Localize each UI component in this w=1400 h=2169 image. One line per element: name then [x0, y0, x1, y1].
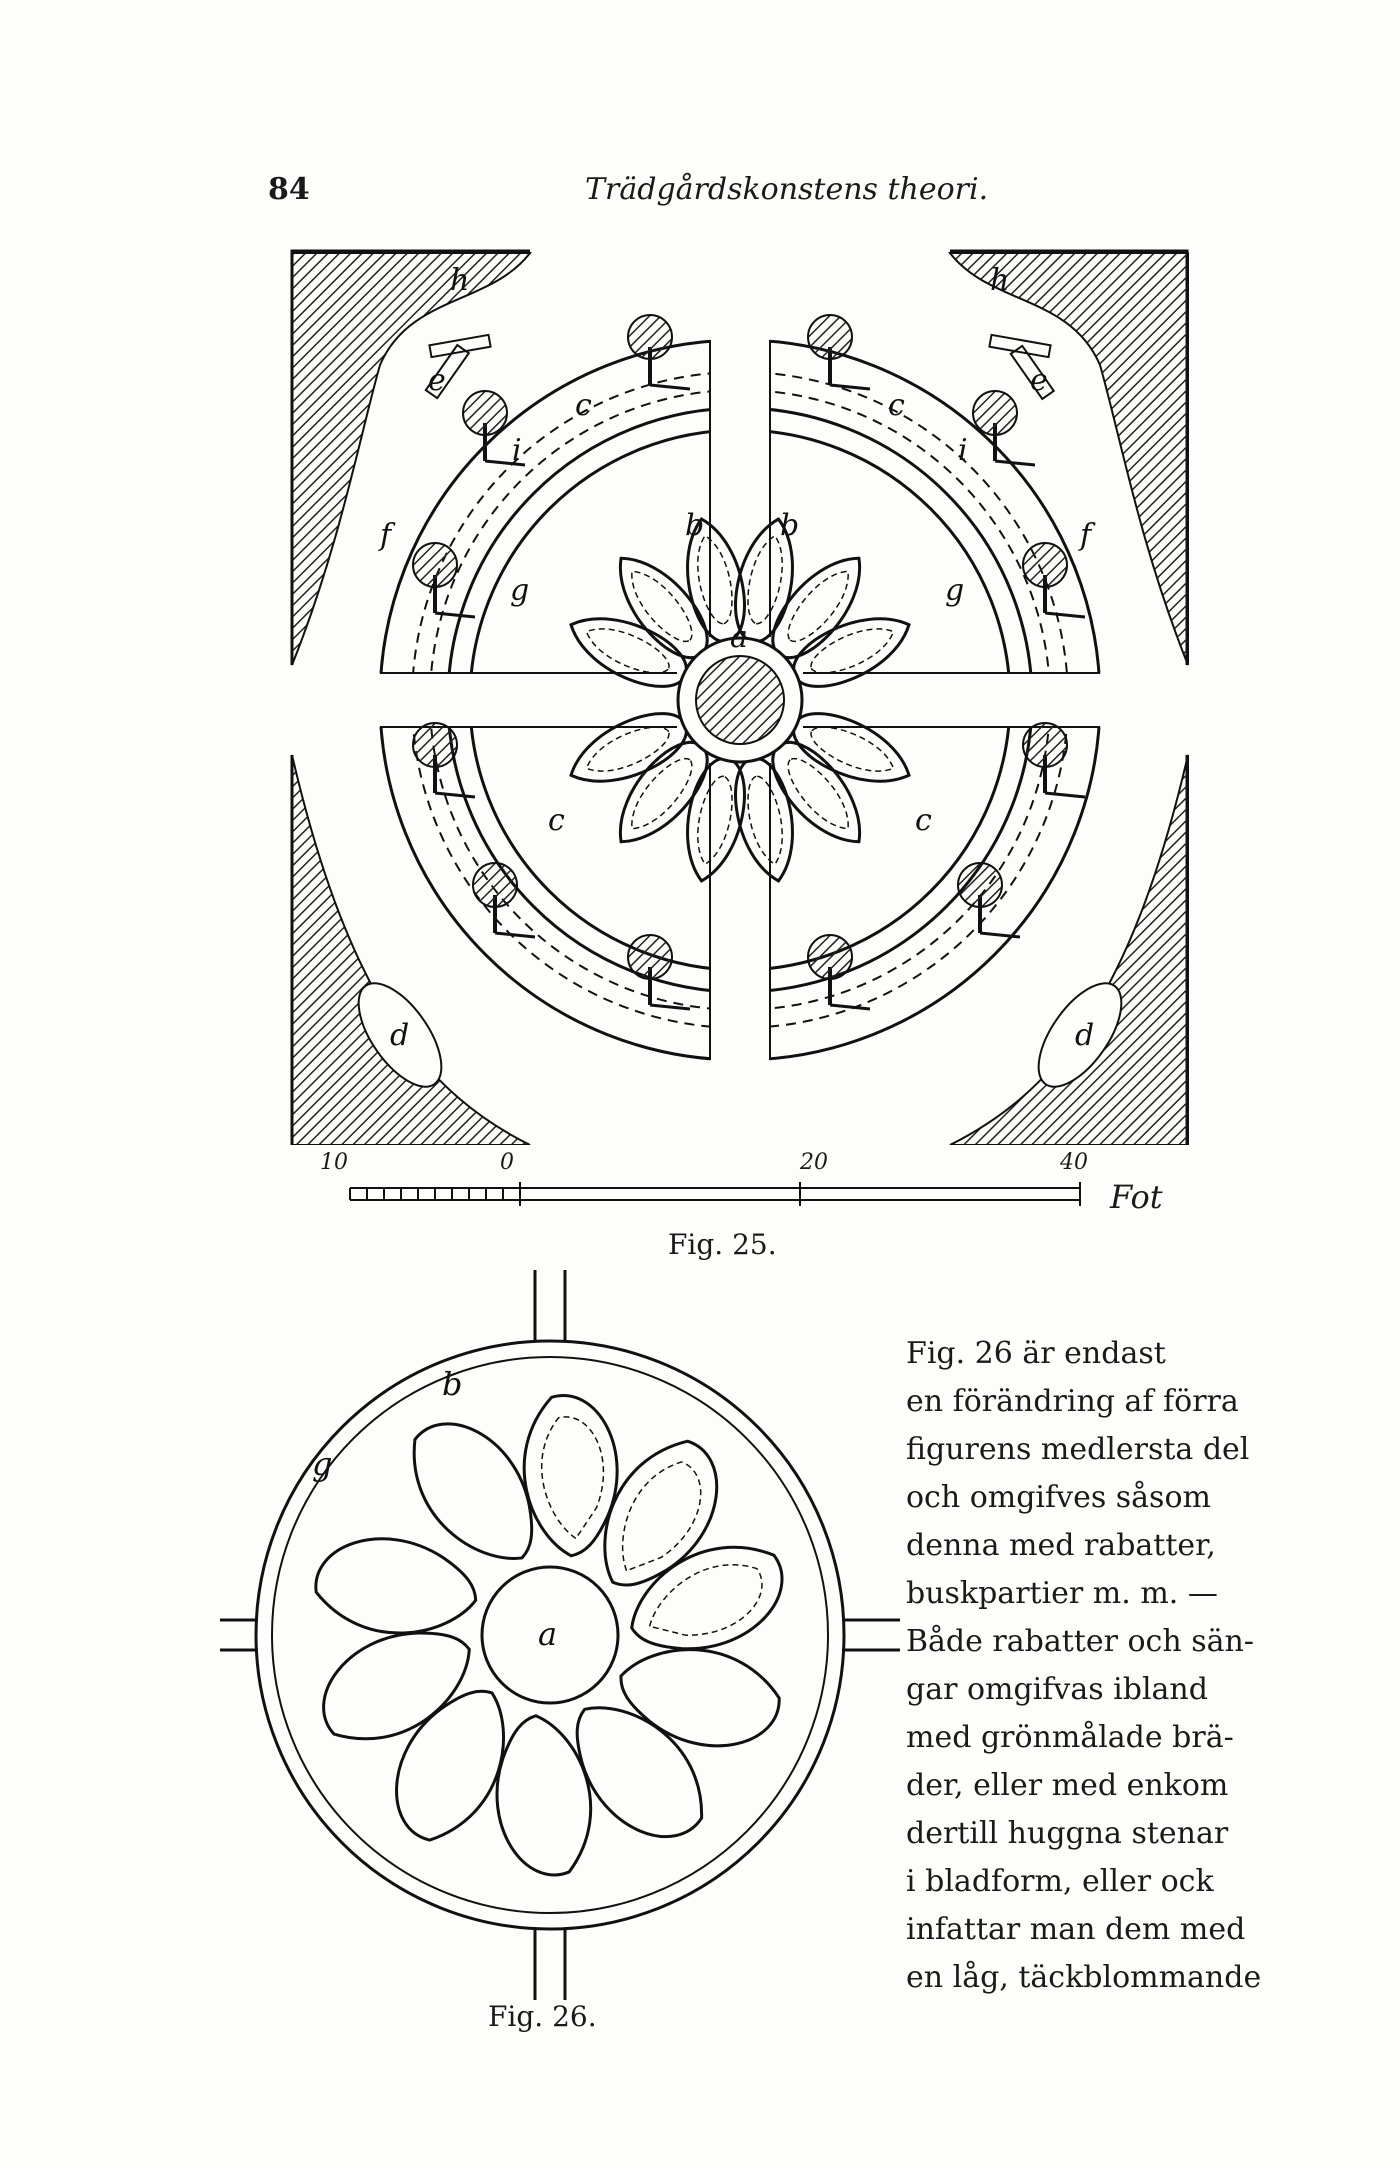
scale-bar [320, 1150, 1180, 1220]
label-a: a [730, 620, 748, 655]
label-g-left: g [510, 573, 530, 608]
label-h-left: h [450, 263, 470, 298]
page-number: 84 [268, 172, 310, 207]
label-f-left: f [380, 518, 392, 553]
fig26-label-g: g [312, 1445, 333, 1483]
label-e-left: e [428, 363, 446, 398]
label-f-right: f [1080, 518, 1092, 553]
text-line: figurens medlersta del [906, 1432, 1250, 1467]
figure-26-garden-plan [220, 1270, 900, 2000]
text-line: Både rabatter och sän- [906, 1624, 1254, 1659]
label-h-right: h [990, 263, 1010, 298]
scale-tick-40: 40 [1060, 1150, 1088, 1175]
scale-unit: Fot [1110, 1178, 1163, 1216]
label-b-right: b [780, 508, 800, 543]
scale-tick-0: 0 [500, 1150, 514, 1175]
text-line: dertill huggna stenar [906, 1816, 1229, 1851]
text-line: buskpartier m. m. — [906, 1576, 1218, 1611]
fig26-label-a: a [538, 1615, 558, 1653]
text-line: med grönmålade brä- [906, 1720, 1234, 1755]
figure-26-caption: Fig. 26. [488, 2000, 597, 2033]
label-e-right: e [1030, 363, 1048, 398]
scale-tick-10: 10 [320, 1150, 348, 1175]
text-line: infattar man dem med [906, 1912, 1246, 1947]
label-c-bottom-right: c [915, 803, 932, 838]
running-head: Trädgårdskonstens theori. [585, 172, 989, 207]
text-line: och omgifves såsom [906, 1480, 1211, 1515]
label-d-right: d [1075, 1018, 1095, 1053]
text-line: denna med rabatter, [906, 1528, 1216, 1563]
label-g-right: g [945, 573, 965, 608]
label-i-right: i [958, 433, 968, 468]
label-i-left: i [512, 433, 522, 468]
figure-25-caption: Fig. 25. [668, 1228, 777, 1261]
label-d-left: d [390, 1018, 410, 1053]
text-line: Fig. 26 är endast [906, 1336, 1166, 1371]
label-c-bottom-left: c [548, 803, 565, 838]
scale-tick-20: 20 [800, 1150, 828, 1175]
body-paragraph [906, 1330, 1261, 2002]
label-b-left: b [685, 508, 705, 543]
text-line: i bladform, eller ock [906, 1864, 1214, 1899]
figure-25-garden-plan [290, 245, 1190, 1145]
text-line: gar omgifvas ibland [906, 1672, 1208, 1707]
text-line: der, eller med enkom [906, 1768, 1229, 1803]
label-c-top-left: c [575, 388, 592, 423]
text-line: en förändring af förra [906, 1384, 1239, 1419]
label-c-top-right: c [888, 388, 905, 423]
text-line: en låg, täckblommande [906, 1960, 1262, 1995]
fig26-label-b: b [442, 1365, 463, 1403]
